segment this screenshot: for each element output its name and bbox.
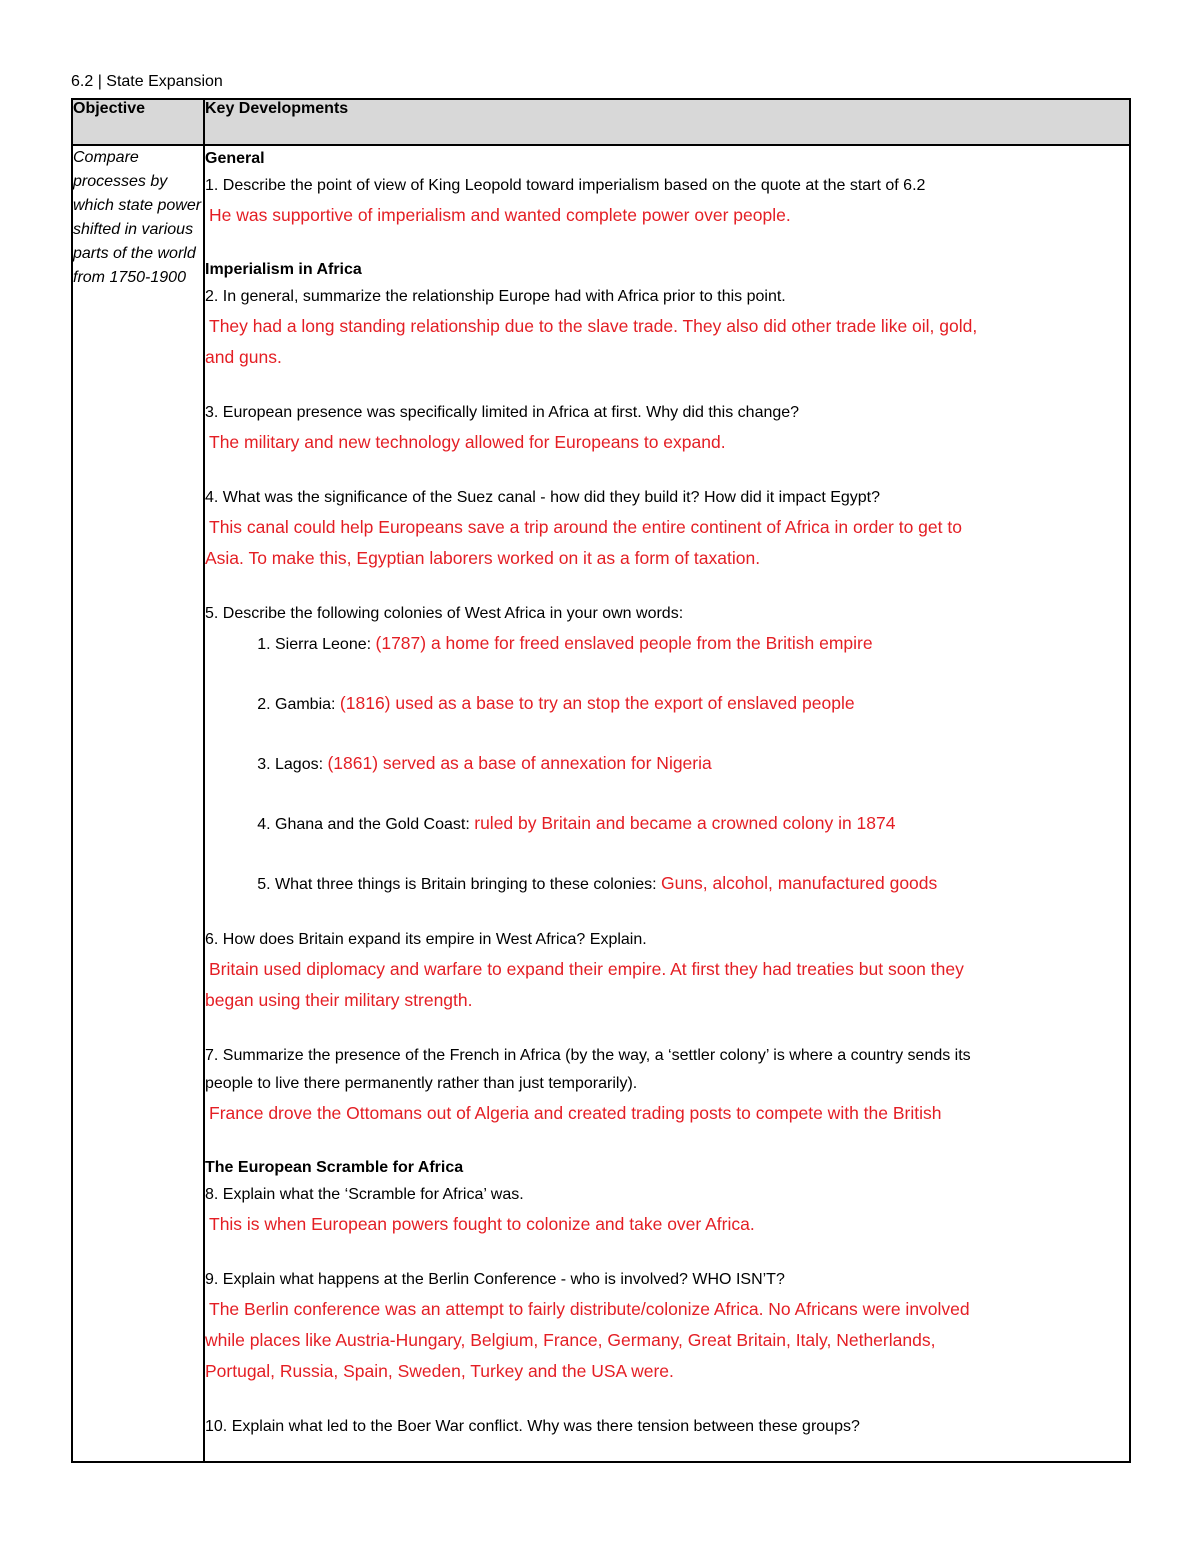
table-body-row [72, 145, 1130, 1462]
colonies-list [205, 628, 1129, 900]
question-1: 1. Describe the point of view of King Leopold toward imperialism based on the quote at the start of 6.2 [205, 177, 926, 194]
answer-2-line-2: and guns. [205, 347, 282, 367]
section-scramble: The European Scramble for Africa [205, 1159, 464, 1176]
answer-9-line-2: while places like Austria-Hungary, Belgium, France, Germany, Great Britain, Italy, Netherlands, [205, 1330, 936, 1350]
list-item: 2. Gambia: (1816) used as a base to try an stop the export of enslaved people [275, 688, 1129, 720]
question-7-line-1: 7. Summarize the presence of the French in Africa (by the way, a ‘settler colony’ is where a country sends its [205, 1047, 971, 1064]
table-header-row [72, 99, 1130, 145]
answer-6-line-1: Britain used diplomacy and warfare to expand their empire. At first they had treaties but soon they [209, 959, 964, 979]
list-item: 3. Lagos: (1861) served as a base of annexation for Nigeria [275, 748, 1129, 780]
section-imperialism: Imperialism in Africa [205, 261, 362, 278]
answer-7: France drove the Ottomans out of Algeria and created trading posts to compete with the British [209, 1103, 942, 1123]
answer-4-line-1: This canal could help Europeans save a trip around the entire continent of Africa in order to get to [209, 517, 962, 537]
question-2: 2. In general, summarize the relationship Europe had with Africa prior to this point. [205, 288, 786, 305]
list-item: 4. Ghana and the Gold Coast: ruled by Britain and became a crowned colony in 1874 [275, 808, 1129, 840]
answer-9-line-3: Portugal, Russia, Spain, Sweden, Turkey and the USA were. [205, 1361, 674, 1381]
question-9: 9. Explain what happens at the Berlin Conference - who is involved? WHO ISN’T? [205, 1271, 785, 1288]
question-3: 3. European presence was specifically limited in Africa at first. Why did this change? [205, 404, 800, 421]
page-title: 6.2 | State Expansion [71, 73, 223, 90]
question-6: 6. How does Britain expand its empire in West Africa? Explain. [205, 931, 647, 948]
question-10: 10. Explain what led to the Boer War conflict. Why was there tension between these groups? [205, 1418, 860, 1435]
answer-4-line-2: Asia. To make this, Egyptian laborers worked on it as a form of taxation. [205, 548, 761, 568]
key-developments-header: Key Developments [204, 99, 1130, 145]
question-7-line-2: people to live there permanently rather than just temporarily). [205, 1075, 638, 1092]
list-item: 5. What three things is Britain bringing to these colonies: Guns, alcohol, manufactured goods [275, 868, 1129, 900]
answer-8: This is when European powers fought to colonize and take over Africa. [209, 1214, 755, 1234]
answer-3: The military and new technology allowed for Europeans to expand. [209, 432, 726, 452]
worksheet-table [71, 98, 1131, 1463]
objective-cell: Compare processes by which state power shifted in various parts of the world from 1750-1900 [72, 145, 204, 1462]
answer-6-line-2: began using their military strength. [205, 990, 473, 1010]
answer-2-line-1: They had a long standing relationship due to the slave trade. They also did other trade like oil, gold, [209, 316, 978, 336]
section-general: General [205, 150, 265, 167]
list-item: 1. Sierra Leone: (1787) a home for freed enslaved people from the British empire [275, 628, 1129, 660]
question-5: 5. Describe the following colonies of West Africa in your own words: [205, 605, 684, 622]
key-developments-cell [204, 145, 1130, 1462]
answer-9-line-1: The Berlin conference was an attempt to fairly distribute/colonize Africa. No Africans were involved [209, 1299, 970, 1319]
question-4: 4. What was the significance of the Suez canal - how did they build it? How did it impact Egypt? [205, 489, 881, 506]
answer-1: He was supportive of imperialism and wanted complete power over people. [209, 205, 791, 225]
question-8: 8. Explain what the ‘Scramble for Africa’ was. [205, 1186, 524, 1203]
objective-header: Objective [72, 99, 204, 145]
